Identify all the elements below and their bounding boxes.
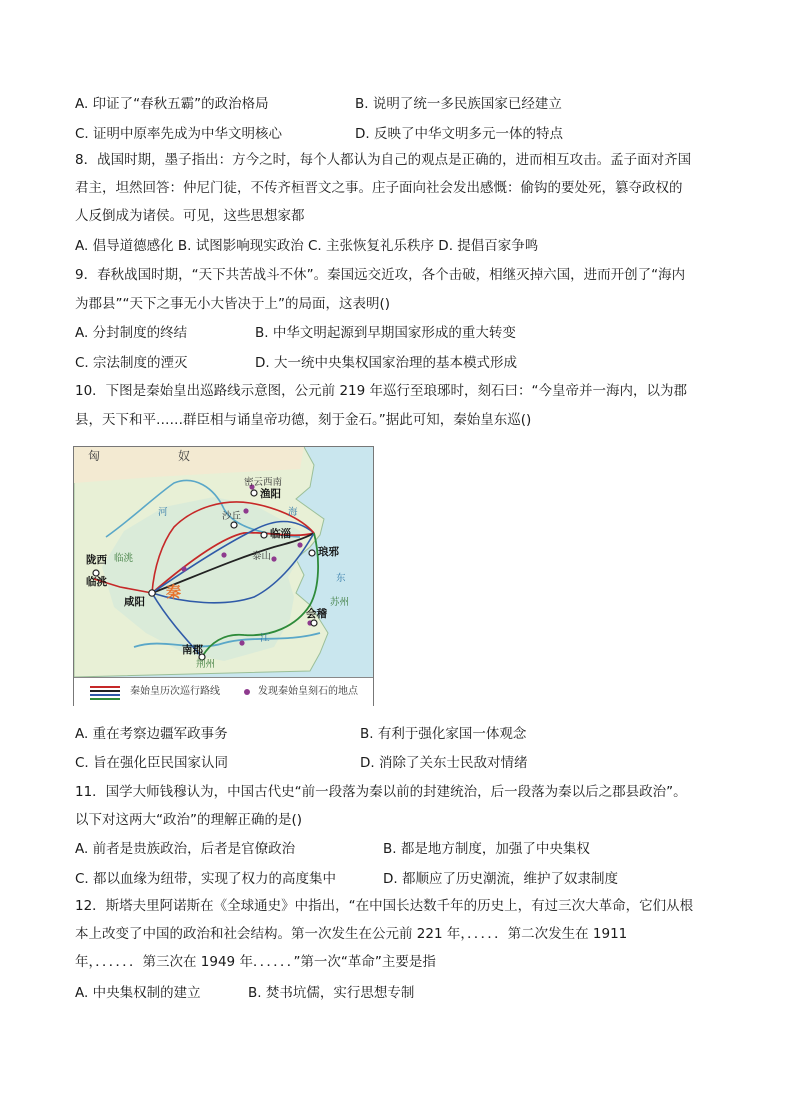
stone-dot [271, 556, 276, 561]
q9-option-b: B. 中华文明起源到早期国家形成的重大转变 [255, 325, 516, 341]
map-label-lintao-1: 临洮 [114, 553, 134, 564]
city-marker-kuaiji [311, 620, 317, 626]
map-label-shaqiu: 沙丘 [222, 511, 242, 522]
stone-dot [221, 552, 226, 557]
city-marker-linzi [261, 532, 267, 538]
q10-option-b: B. 有利于强化家国一体观念 [360, 726, 527, 742]
q12-option-b: B. 焚书坑儒，实行思想专制 [248, 985, 415, 1001]
map-legend [74, 677, 373, 706]
legend-route-swatch [90, 685, 120, 699]
stone-dot [239, 640, 244, 645]
map-label-taishan: 泰山 [252, 551, 272, 562]
map-label-hai: 海 [288, 507, 298, 518]
map-label-longxi: 陇西 [86, 554, 107, 566]
legend-stone-label: 发现秦始皇刻石的地点 [258, 686, 358, 697]
map-label-suzhou: 苏州 [330, 597, 350, 608]
q12-stem-line1: 12．斯塔夫里阿诺斯在《全球通史》中指出，“在中国长达数千年的历史上，有过三次大革命，它们从根 [75, 898, 694, 914]
map-label-jingzhou: 荆州 [196, 659, 216, 670]
q9-option-c: C. 宗法制度的湮灭 [75, 355, 188, 371]
stone-dot [243, 508, 248, 513]
map-label-xiongnu-2: 奴 [178, 449, 191, 463]
q11-option-a: A. 前者是贵族政治，后者是官僚政治 [75, 841, 296, 857]
map-label-xiongnu-1: 匈 [88, 449, 101, 463]
map-label-xianyang: 咸阳 [124, 596, 145, 608]
q8-stem-line2: 君主，坦然回答：仲尼门徒，不传齐桓晋文之事。庄子面向社会发出感慨：偷钩的要处死，篡夺政权的 [75, 180, 683, 196]
q8-options: A. 倡导道德感化 B. 试图影响现实政治 C. 主张恢复礼乐秩序 D. 提倡百家争鸣 [75, 238, 539, 254]
q12-stem-line2: 本上改变了中国的政治和社会结构。第一次发生在公元前 221 年，．．．．．第二次发生在 1911 [75, 926, 628, 942]
map-label-langya: 琅邪 [318, 546, 339, 558]
q12-option-a: A. 中央集权制的建立 [75, 985, 201, 1001]
stone-dot [181, 566, 186, 571]
map-label-linzi: 临淄 [270, 528, 291, 540]
q11-stem-line2: 以下对这两大“政治”的理解正确的是() [75, 812, 303, 828]
map-label-miyun: 密云西南 [244, 477, 283, 488]
q11-stem-line1: 11．国学大师钱穆认为，中国古代史“前一段落为秦以前的封建统治，后一段落为秦以后之郡县政治”。 [75, 784, 687, 800]
legend-stone-dot-icon [244, 689, 250, 695]
city-marker-shaqiu [231, 522, 237, 528]
q7-option-a: A. 印证了“春秋五霸”的政治格局 [75, 96, 269, 112]
q7-option-b: B. 说明了统一多民族国家已经建立 [355, 96, 562, 112]
q10-option-c: C. 旨在强化臣民国家认同 [75, 755, 229, 771]
map-label-dong: 东 [336, 573, 346, 584]
map-label-nanjun: 南郡 [182, 644, 203, 656]
map-label-kuaiji: 会稽 [306, 608, 327, 620]
city-marker-langya [309, 550, 315, 556]
map-label-jiang: 江 [260, 633, 270, 644]
city-marker-xianyang [149, 590, 155, 596]
q8-stem-line3: 人反倒成为诸侯。可见，这些思想家都 [75, 208, 305, 224]
q10-option-a: A. 重在考察边疆军政事务 [75, 726, 228, 742]
q12-stem-line3: 年，．．．．．．第三次在 1949 年．．．．．．”第一次“革命”主要是指 [75, 954, 436, 970]
q11-option-d: D. 都顺应了历史潮流，维护了奴隶制度 [383, 871, 618, 887]
q11-option-c: C. 都以血缘为纽带，实现了权力的高度集中 [75, 871, 337, 887]
map-label-he: 河 [158, 507, 168, 518]
legend-route-label: 秦始皇历次巡行路线 [130, 686, 220, 697]
q9-stem-line1: 9．春秋战国时期，“天下共苦战斗不休”。秦国远交近攻，各个击破，相继灭掉六国，进而开创了“海内 [75, 267, 686, 283]
map-label-qin: 秦 [166, 583, 182, 601]
city-marker-yuyang [251, 490, 257, 496]
q10-option-d: D. 消除了关东士民敌对情绪 [360, 755, 528, 771]
q11-option-b: B. 都是地方制度，加强了中央集权 [383, 841, 590, 857]
q7-option-d: D. 反映了中华文明多元一体的特点 [355, 126, 563, 142]
q8-stem-line1: 8．战国时期，墨子指出：方今之时，每个人都认为自己的观点是正确的，进而相互攻击。孟子面对齐国 [75, 152, 692, 168]
qin-tour-route-map [73, 446, 374, 706]
q10-stem-line2: 县，天下和平……群臣相与诵皇帝功德，刻于金石。”据此可知，秦始皇东巡() [75, 412, 532, 428]
q10-stem-line1: 10．下图是秦始皇出巡路线示意图，公元前 219 年巡行至琅琊时，刻石曰：“今皇帝并一海内，以为郡 [75, 383, 688, 399]
stone-dot [297, 542, 302, 547]
q9-option-a: A. 分封制度的终结 [75, 325, 188, 341]
q9-stem-line2: 为郡县”“天下之事无小大皆决于上”的局面，这表明() [75, 296, 391, 312]
q7-option-c: C. 证明中原率先成为中华文明核心 [75, 126, 283, 142]
q9-option-d: D. 大一统中央集权国家治理的基本模式形成 [255, 355, 517, 371]
map-label-yuyang: 渔阳 [260, 488, 281, 500]
map-label-lintao-2: 临洮 [86, 576, 107, 588]
